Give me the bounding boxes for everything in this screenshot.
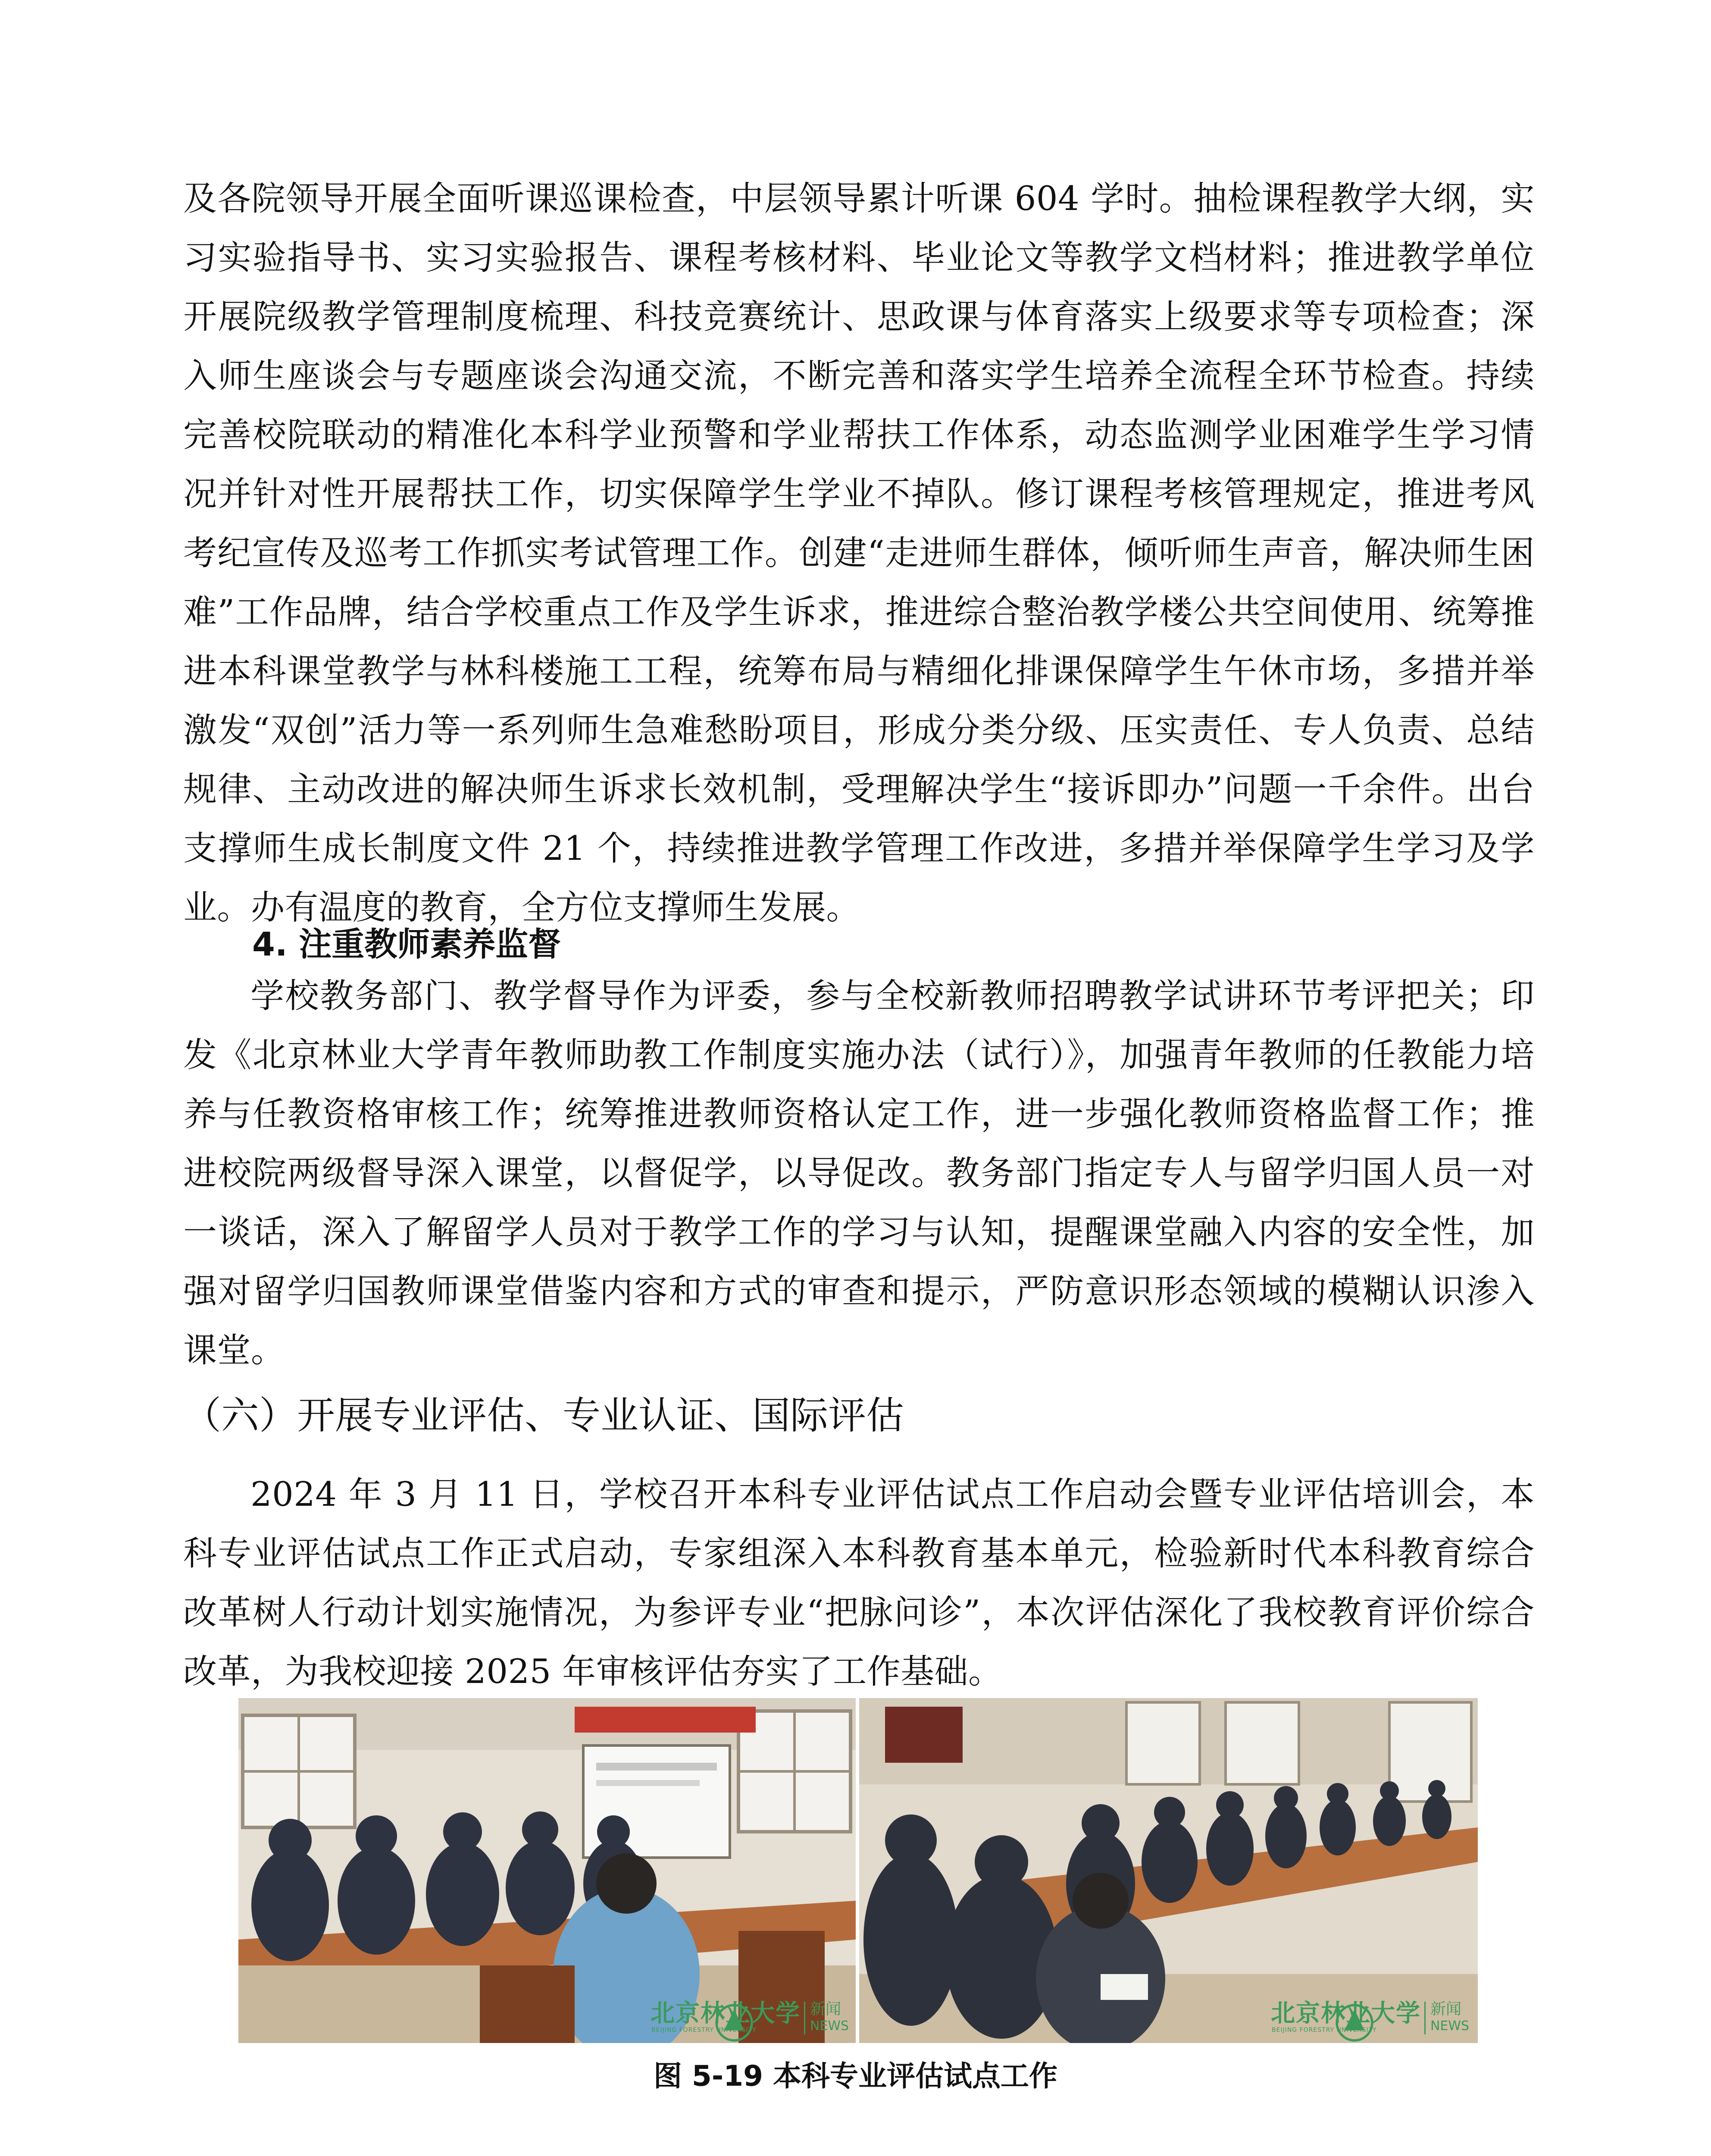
photo-divider (856, 1698, 859, 2043)
watermark-university-name: 北京林业大学 (651, 1999, 801, 2028)
body-paragraph-1: 及各院领导开展全面听课巡课检查，中层领导累计听课 604 学时。抽检课程教学大纲，实习实验指导书、实习实验报告、课程考核材料、毕业论文等教学文档材料；推进教学单位开展院级教学管理制度梳理、科技竞赛统计、思政课与体育落实上级要求等专项检查；深入师生座谈会与专题座谈会沟通交流，不断完善和落实学生培养全流程全环节检查。持续完善校院联动的精准化本科学业预警和学业帮扶工作体系，动态监测学业困难学生学习情况并针对性开展帮扶工作，切实保障学生学业不掉队。修订课程考核管理规定，推进考风考纪宣传及巡考工作抓实考试管理工作。创建“走进师生群体，倾听师生声音，解决师生困难”工作品牌，结合学校重点工作及学生诉求，推进综合整治教学楼公共空间使用、统筹推进本科课堂教学与林科楼施工工程，统筹布局与精细化排课保障学生午休市场，多措并举激发“双创”活力等一系列师生急难愁盼项目，形成分类分级、压实责任、专人负责、总结规律、主动改进的解决师生诉求长效机制，受理解决学生“接诉即办”问题一千余件。出台支撑师生成长制度文件 21 个，持续推进教学管理工作改进，多措并举保障学生学习及学业。办有温度的教育，全方位支撑师生发展。 (183, 179, 1535, 927)
watermark-university-name: 北京林业大学 (1271, 1999, 1421, 2028)
watermark-news-cn: 新闻 (810, 2000, 841, 2018)
subsection-heading-4: 4. 注重教师素养监督 (252, 925, 561, 963)
watermark-right (1238, 1998, 1471, 2037)
watermark-separator (804, 2002, 805, 2034)
body-paragraph-2: 学校教务部门、教学督导作为评委，参与全校新教师招聘教学试讲环节考评把关；印发《北京林业大学青年教师助教工作制度实施办法（试行）》，加强青年教师的任教能力培养与任教资格审核工作；统筹推进教师资格认定工作，进一步强化教师资格监督工作；推进校院两级督导深入课堂，以督促学，以导促改。教务部门指定专人与留学归国人员一对一谈话，深入了解留学人员对于教学工作的学习与认知，提醒课堂融入内容的安全性，加强对留学归国教师课堂借鉴内容和方式的审查和提示，严防意识形态领域的模糊认识渗入课堂。 (183, 977, 1535, 1370)
figure-meeting-photos (238, 1698, 1478, 2043)
section-heading-6: （六）开展专业评估、专业认证、国际评估 (183, 1393, 904, 1438)
meeting-photo-left-image (238, 1698, 856, 2043)
watermark-university-name-en: BEIJING FORESTRY UNIVERSITY (1272, 2027, 1377, 2034)
meeting-photo-right-image (859, 1698, 1478, 2043)
meeting-photo-right (859, 1698, 1478, 2043)
watermark-left (618, 1998, 851, 2037)
figure-caption: 图 5-19 本科专业评估试点工作 (653, 2059, 1058, 2093)
watermark-news-en: NEWS (810, 2018, 849, 2034)
watermark-news-en: NEWS (1430, 2018, 1470, 2034)
body-paragraph-3: 2024 年 3 月 11 日，学校召开本科专业评估试点工作启动会暨专业评估培训会，本科专业评估试点工作正式启动，专家组深入本科教育基本单元，检验新时代本科教育综合改革树人行动计划实施情况，为参评专业“把脉问诊”，本次评估深化了我校教育评价综合改革，为我校迎接 2025 年审核评估夯实了工作基础。 (183, 1475, 1535, 1691)
meeting-photo-left (238, 1698, 856, 2043)
watermark-university-name-en: BEIJING FORESTRY UNIVERSITY (651, 2027, 757, 2034)
watermark-news-cn: 新闻 (1430, 2000, 1462, 2018)
watermark-separator (1424, 2002, 1426, 2034)
